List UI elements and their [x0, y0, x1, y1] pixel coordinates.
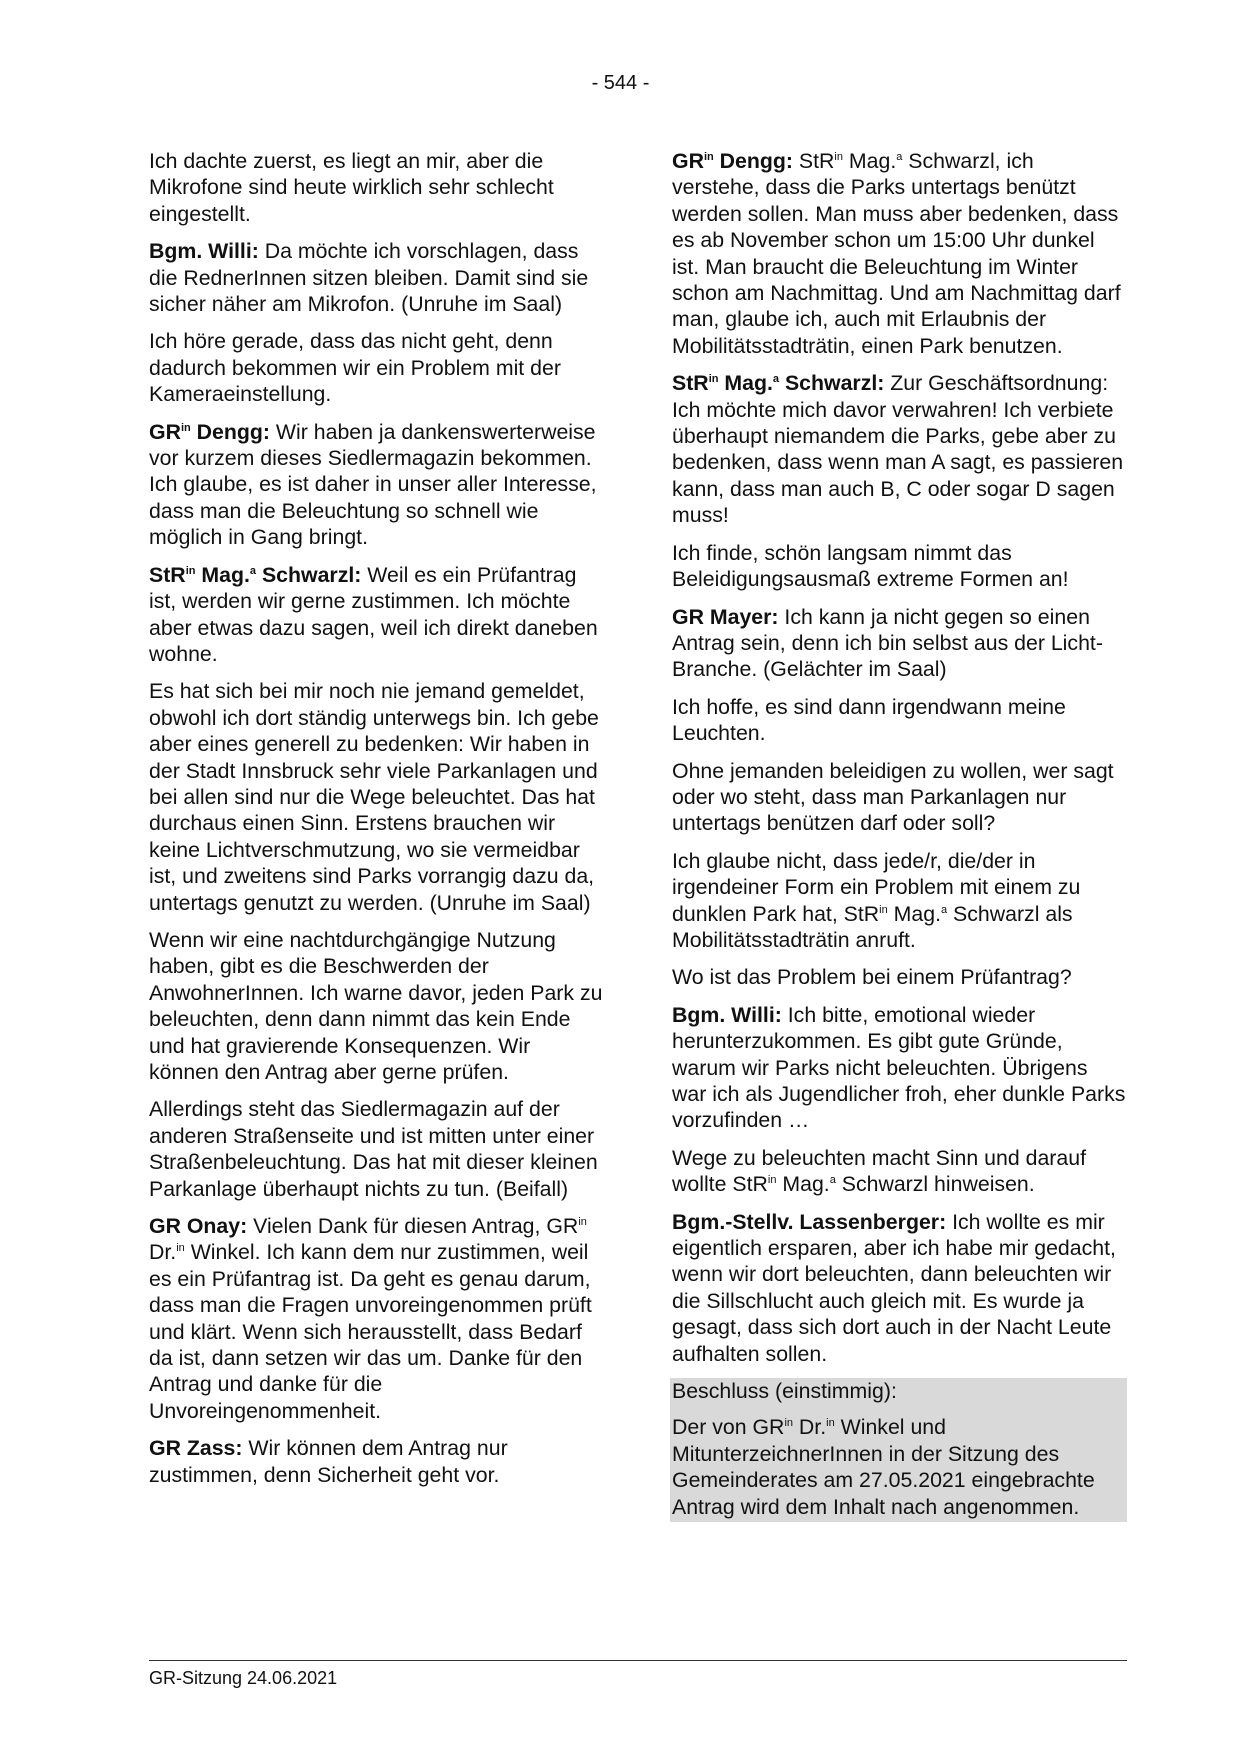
right-column — [672, 148, 1127, 1522]
speech-willi: Bgm. Willi: Da möchte ich vorschlagen, dass die RednerInnen sitzen bleiben. Damit sind sie sicher näher am Mikrofon. (Unruhe im Saal) — [149, 239, 589, 317]
speaker-name: Bgm.-Stellv. Lassenberger: — [672, 1209, 947, 1234]
footer-divider — [149, 1660, 1127, 1661]
paragraph: Es hat sich bei mir noch nie jemand gemeldet, obwohl ich dort ständig unterwegs bin. Ich gebe aber eines generell zu bedenken: Wir haben in der Stadt Innsbruck sehr viele Parkanlagen und bei allen sind nur die Wege beleuchtet. Das hat durchaus einen Sinn. Erstens brauchen wir keine Lichtverschmutzung, wo sie vermeidbar ist, und zweitens sind Parks vorrangig dazu da, untertags genutzt zu werden. (Unruhe im Saal) — [149, 679, 599, 915]
resolution-box — [670, 1378, 1127, 1522]
speech-zass: GR Zass: Wir können dem Antrag nur zustimmen, denn Sicherheit geht vor. — [149, 1436, 508, 1487]
resolution-heading: Beschluss (einstimmig): — [672, 1379, 897, 1404]
footer-text: GR-Sitzung 24.06.2021 — [149, 1668, 338, 1688]
speaker-name: GR Mayer: — [672, 604, 779, 629]
speaker-name: GR Zass: — [149, 1436, 243, 1461]
paragraph: Wenn wir eine nachtdurchgängige Nutzung haben, gibt es die Beschwerden der AnwohnerInnen. Ich warne davor, jeden Park zu beleuchten, denn dann nimmt das kein Ende und hat gravierende Konsequenzen. Wir können den Antrag aber gerne prüfen. — [149, 927, 603, 1084]
paragraph: Ich höre gerade, dass das nicht geht, denn dadurch bekommen wir ein Problem mit der Kameraeinstellung. — [149, 329, 561, 407]
speech-dengg: $GR^{in}$ Dengg: Wir haben ja dankenswerterweise vor kurzem dieses Siedlermagazin bekommen. Ich glaube, es ist daher in unser aller Interesse, dass man die Beleuchtung so schnell wie möglich in Gang bringt. — [149, 419, 597, 550]
speech-schwarzl: StR$^{in}$ Mag.$^a$ Schwarzl: Weil es ein Prüfantrag ist, werden wir gerne zustimmen. Ich möchte aber etwas dazu sagen, weil ich direkt daneben wohne. — [149, 562, 598, 666]
paragraph: Allerdings steht das Siedlermagazin auf der anderen Straßenseite und ist mitten unter einer Straßenbeleuchtung. Das hat mit dieser kleinen Parkanlage überhaupt nichts zu tun. (Beifall) — [149, 1097, 598, 1201]
speech-mayer: GR Mayer: Ich kann ja nicht gegen so einen Antrag sein, denn ich bin selbst aus der Licht-Branche. (Gelächter im Saal) — [672, 604, 1103, 682]
speaker-name: StR$^{in}$ Mag.$^a$ Schwarzl: — [672, 371, 885, 396]
speech-lassenberger: Bgm.-Stellv. Lassenberger: Ich wollte es mir eigentlich ersparen, aber ich habe mir gedacht, wenn wir dort beleuchten, dann beleuchten wir die Sillschlucht auch gleich mit. Es wurde ja gesagt, dass sich dort auch in der Nacht Leute aufhalten sollen. — [672, 1209, 1116, 1366]
speech-onay: GR Onay: Vielen Dank für diesen Antrag, $GR^{in}$ Dr.$^{in}$ Winkel. Ich kann dem nur zustimmen, weil es ein Prüfantrag ist. Da geht es genau darum, dass man die Fragen unvoreingenommen prüft und klärt. Wenn sich herausstellt, dass Bedarf da ist, dann setzen wir das um. Danke für den Antrag und danke für die Unvoreingenommenheit. — [149, 1214, 592, 1423]
paragraph: Ich glaube nicht, dass jede/r, die/der in irgendeiner Form ein Problem mit einem zu dunklen Park hat, StR$^{in}$ Mag.$^a$ Schwarzl als Mobilitätsstadträtin anruft. — [672, 848, 1081, 952]
speech-willi: Bgm. Willi: Ich bitte, emotional wieder herunterzukommen. Es gibt gute Gründe, warum wir Parks nicht beleuchten. Übrigens war ich als Jugendlicher froh, eher dunkle Parks vorzufinden … — [672, 1002, 1126, 1133]
speaker-name: GR Onay: — [149, 1214, 248, 1239]
paragraph: Wo ist das Problem bei einem Prüfantrag? — [672, 965, 1072, 990]
paragraph: Ohne jemanden beleidigen zu wollen, wer sagt oder wo steht, dass man Parkanlagen nur untertags benützen darf oder soll? — [672, 758, 1114, 836]
speaker-name: Bgm. Willi: — [149, 239, 259, 264]
page-number: - 544 - — [591, 72, 650, 94]
speaker-name: StR$^{in}$ Mag.$^a$ Schwarzl: — [149, 562, 362, 587]
paragraph: Wege zu beleuchten macht Sinn und darauf wollte StR$^{in}$ Mag.$^a$ Schwarzl hinweisen. — [672, 1145, 1086, 1197]
paragraph: Ich hoffe, es sind dann irgendwann meine Leuchten. — [672, 694, 1066, 746]
speaker-name: $GR^{in}$ Dengg: — [149, 419, 270, 444]
speech-schwarzl: StR$^{in}$ Mag.$^a$ Schwarzl: Zur Geschäftsordnung: Ich möchte mich davor verwahren! Ich verbiete überhaupt niemandem die Parks, gebe aber zu bedenken, dass wenn man A sagt, es passieren kann, dass man auch B, C oder sogar D sagen muss! — [672, 371, 1124, 528]
speech-dengg: $GR^{in}$ Dengg: StR$^{in}$ Mag.$^a$ Schwarzl, ich verstehe, dass die Parks untertags benützt werden sollen. Man muss aber bedenken, dass es ab November schon um 15:00 Uhr dunkel ist. Man braucht die Beleuchtung im Winter schon am Nachmittag. Und am Nachmittag darf man, glaube ich, auch mit Erlaubnis der Mobilitätsstadträtin, einen Park benutzen. — [672, 149, 1121, 358]
paragraph: Ich finde, schön langsam nimmt das Beleidigungsausmaß extreme Formen an! — [672, 540, 1069, 592]
speaker-name: $GR^{in}$ Dengg: — [672, 149, 793, 173]
left-column — [149, 148, 604, 1499]
paragraph: Ich dachte zuerst, es liegt an mir, aber die Mikrofone sind heute wirklich sehr schlecht eingestellt. — [149, 149, 554, 226]
speaker-name: Bgm. Willi: — [672, 1002, 782, 1027]
resolution-text: Der von $GR^{in}$ Dr.$^{in}$ Winkel und MitunterzeichnerInnen in der Sitzung des Gemeinderates am 27.05.2021 eingebrachte Antrag wird dem Inhalt nach angenommen. — [672, 1415, 1095, 1519]
